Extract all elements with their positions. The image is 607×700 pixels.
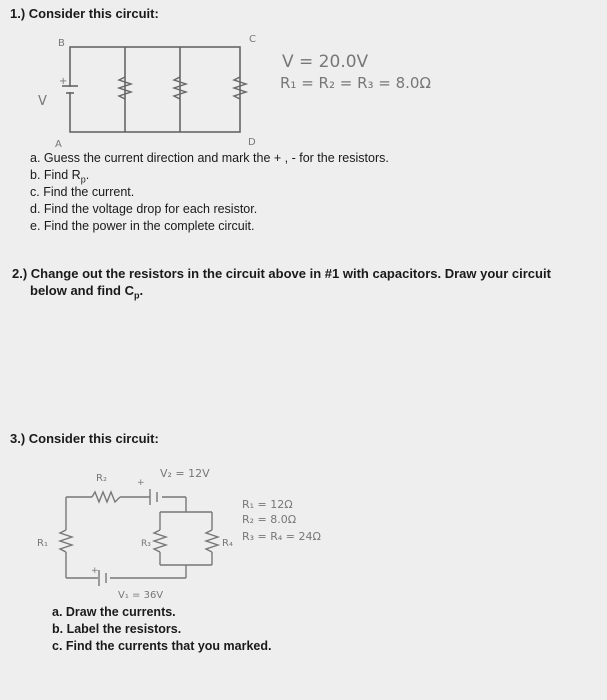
q3-given-r2: R₂ = 8.0Ω bbox=[242, 513, 297, 526]
q3-item-a: a. Draw the currents. bbox=[52, 605, 176, 619]
q3-given-r1: R₁ = 12Ω bbox=[242, 498, 293, 511]
q3-item-c: c. Find the currents that you marked. bbox=[52, 639, 272, 653]
q1-title: 1.) Consider this circuit: bbox=[10, 6, 159, 21]
node-a-label: A bbox=[55, 139, 62, 150]
q3-r1-label: R₁ bbox=[37, 538, 48, 549]
q3-r4-label: R₄ bbox=[222, 538, 233, 549]
voltage-v-label: V bbox=[38, 94, 47, 109]
q1-item-b: b. Find $R_p$. bbox=[30, 168, 90, 185]
q3-v1-label: V₁ = 36V bbox=[118, 590, 164, 601]
q2-line-2: below and find $C_p$. bbox=[30, 283, 144, 301]
q3-v1-plus: + bbox=[91, 566, 99, 576]
q1-given-resistances: R₁ = R₂ = R₃ = 8.0Ω bbox=[280, 74, 431, 92]
q3-given-r3-r4: R₃ = R₄ = 24Ω bbox=[242, 530, 321, 543]
q3-task-list bbox=[52, 604, 272, 655]
battery-plus-label: + bbox=[59, 76, 68, 87]
q1-task-list bbox=[30, 150, 389, 235]
q1-item-e: e. Find the power in the complete circuit. bbox=[30, 219, 255, 233]
q3-v2-plus: + bbox=[137, 478, 145, 488]
q1-item-c: c. Find the current. bbox=[30, 185, 135, 199]
q2-prompt bbox=[12, 265, 607, 305]
node-b-label: B bbox=[58, 38, 65, 49]
q3-v2-label: V₂ = 12V bbox=[160, 467, 210, 480]
q2-line-1: 2.) Change out the resistors in the circuit above in #1 with capacitors. Draw your circuit bbox=[12, 266, 551, 281]
q1-item-d: d. Find the voltage drop for each resistor. bbox=[30, 202, 258, 216]
q3-title: 3.) Consider this circuit: bbox=[10, 431, 159, 446]
node-d-label: D bbox=[248, 137, 256, 148]
q3-item-b: b. Label the resistors. bbox=[52, 622, 182, 636]
q3-r3-label: R₃ bbox=[141, 539, 151, 549]
q3-r2-label: R₂ bbox=[96, 473, 107, 484]
q1-item-a: a. Guess the current direction and mark the + , - for the resistors. bbox=[30, 151, 389, 165]
node-c-label: C bbox=[249, 34, 256, 45]
q1-given-voltage: V = 20.0V bbox=[282, 52, 369, 72]
